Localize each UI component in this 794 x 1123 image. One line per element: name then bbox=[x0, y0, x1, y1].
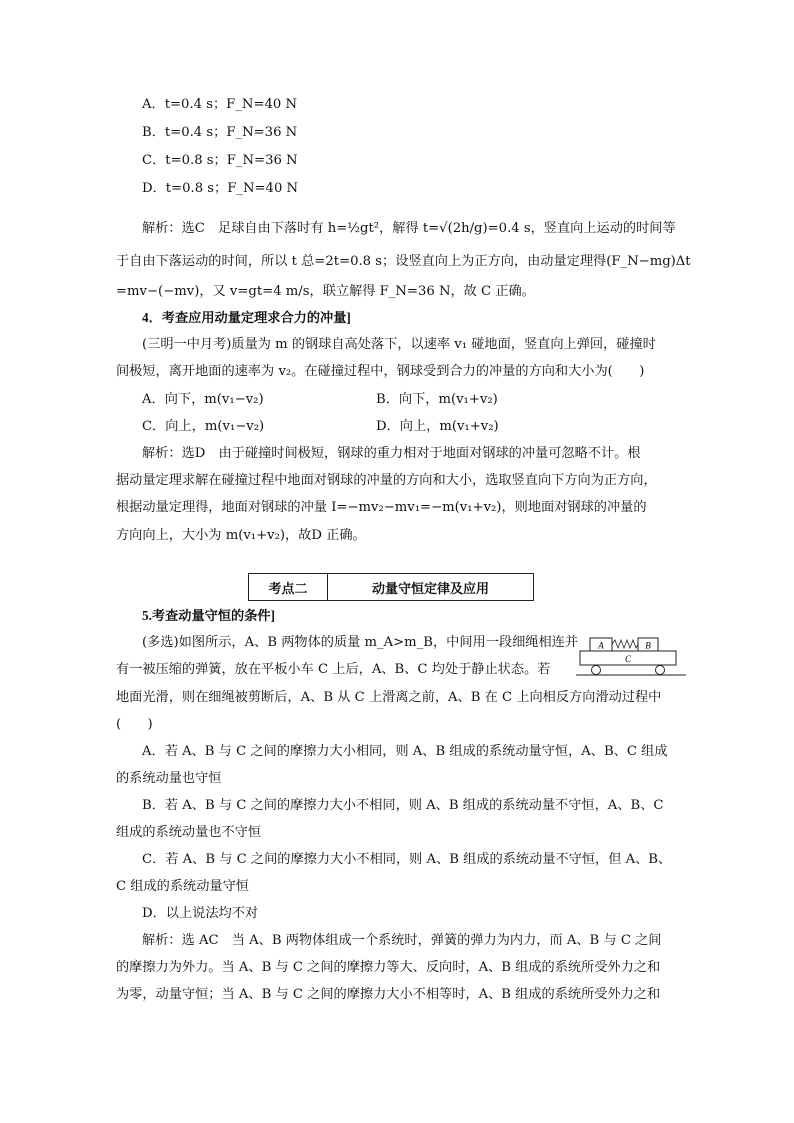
q4-solution-line-1: 解析：选D 由于碰撞时间极短，钢球的重力相对于地面对钢球的冲量可忽略不计。根 bbox=[142, 446, 641, 461]
q5-option-b-line-1: B．若 A、B 与 C 之间的摩擦力大小不相同，则 A、B 组成的系统动量不守恒，A、B、C bbox=[142, 798, 664, 813]
q4-stem-line-1: (三明一中月考)质量为 m 的钢球自高处落下，以速率 v₁ 碰地面，竖直向上弹回，碰撞时 bbox=[142, 337, 656, 352]
q5-option-c-line-2: C 组成的系统动量守恒 bbox=[116, 879, 249, 894]
q5-solution-line-1: 解析：选 AC 当 A、B 两物体组成一个系统时，弹簧的弹力为内力，而 A、B 与 C 之间 bbox=[142, 933, 662, 948]
q3-solution-line-3: =mv−(−mv)，又 v=gt=4 m/s，联立解得 F_N=36 N，故 C 正确。 bbox=[116, 284, 535, 299]
q5-stem-line-2: 有一被压缩的弹簧，放在平板小车 C 上后，A、B、C 均处于静止状态。若 bbox=[116, 662, 551, 677]
section-header-box bbox=[248, 573, 534, 601]
q5-option-d: D．以上说法均不对 bbox=[142, 906, 259, 921]
q5-solution-line-2: 的摩擦力为外力。当 A、B 与 C 之间的摩擦力等大、反向时，A、B 组成的系统所受外力之和 bbox=[116, 960, 661, 975]
q5-option-a-line-2: 的系统动量也守恒 bbox=[116, 771, 222, 786]
q4-option-c: C．向上，m(v₁−v₂) bbox=[142, 419, 265, 434]
q4-solution-line-3: 根据动量定理得，地面对钢球的冲量 I=−mv₂−mv₁=−m(v₁+v₂)，则地面对钢球的冲量的 bbox=[116, 500, 647, 515]
q5-title: 5.考查动量守恒的条件] bbox=[142, 608, 275, 623]
q4-title: 4．考查应用动量定理求合力的冲量] bbox=[142, 310, 351, 325]
q5-option-c-line-1: C．若 A、B 与 C 之间的摩擦力大小不相同，则 A、B 组成的系统动量不守恒，但 A、B、 bbox=[142, 852, 672, 867]
q5-stem-line-3: 地面光滑，则在细绳被剪断后，A、B 从 C 上滑离之前，A、B 在 C 上向相反方向滑动过程中 bbox=[116, 690, 662, 705]
q3-solution-line-1: 解析：选C 足球自由下落时有 h=½gt²，解得 t=√(2h/g)=0.4 s，竖直向上运动的时间等 bbox=[142, 221, 676, 236]
q5-option-a-line-1: A．若 A、B 与 C 之间的摩擦力大小相同，则 A、B 组成的系统动量守恒，A、B、C 组成 bbox=[142, 744, 668, 759]
q4-option-a: A．向下，m(v₁−v₂) bbox=[142, 392, 264, 407]
q5-option-b-line-2: 组成的系统动量也不守恒 bbox=[116, 825, 262, 840]
q5-stem-line-1: (多选)如图所示，A、B 两物体的质量 m_A>m_B，中间用一段细绳相连并 bbox=[142, 635, 579, 650]
q3-option-c: C．t=0.8 s；F_N=36 N bbox=[142, 153, 298, 168]
block-a-label: A bbox=[598, 640, 604, 651]
wheel-left bbox=[592, 666, 601, 675]
cart-figure bbox=[576, 634, 686, 680]
q4-stem-line-2: 间极短，离开地面的速率为 v₂。在碰撞过程中，钢球受到合力的冲量的方向和大小为( ) bbox=[116, 364, 645, 379]
q5-solution-line-3: 为零，动量守恒；当 A、B 与 C 之间的摩擦力大小不相等时，A、B 组成的系统所受外力之和 bbox=[116, 987, 661, 1002]
q4-solution-line-4: 方向向上，大小为 m(v₁+v₂)，故D 正确。 bbox=[116, 528, 366, 543]
cart-c-label: C bbox=[624, 654, 632, 664]
spring bbox=[612, 640, 638, 648]
q5-stem-line-4: ( ) bbox=[116, 717, 153, 732]
section-title: 动量守恒定律及应用 bbox=[371, 581, 489, 597]
q3-option-d: D．t=0.8 s；F_N=40 N bbox=[142, 181, 299, 196]
q4-option-b: B．向下，m(v₁+v₂) bbox=[376, 392, 498, 407]
q3-option-b: B．t=0.4 s；F_N=36 N bbox=[142, 125, 298, 140]
q4-option-d: D．向上，m(v₁+v₂) bbox=[376, 419, 499, 434]
q3-option-a: A．t=0.4 s；F_N=40 N bbox=[142, 97, 298, 112]
wheel-right bbox=[656, 666, 665, 675]
q3-solution-line-2: 于自由下落运动的时间，所以 t 总=2t=0.8 s；设竖直向上为正方向，由动量定理得(F_N−mg)Δt bbox=[116, 254, 691, 269]
q4-solution-line-2: 据动量定理求解在碰撞过程中地面对钢球的冲量的方向和大小，选取竖直向下方向为正方向， bbox=[116, 473, 657, 488]
section-label: 考点二 bbox=[249, 574, 328, 600]
block-b-label: B bbox=[645, 640, 651, 651]
